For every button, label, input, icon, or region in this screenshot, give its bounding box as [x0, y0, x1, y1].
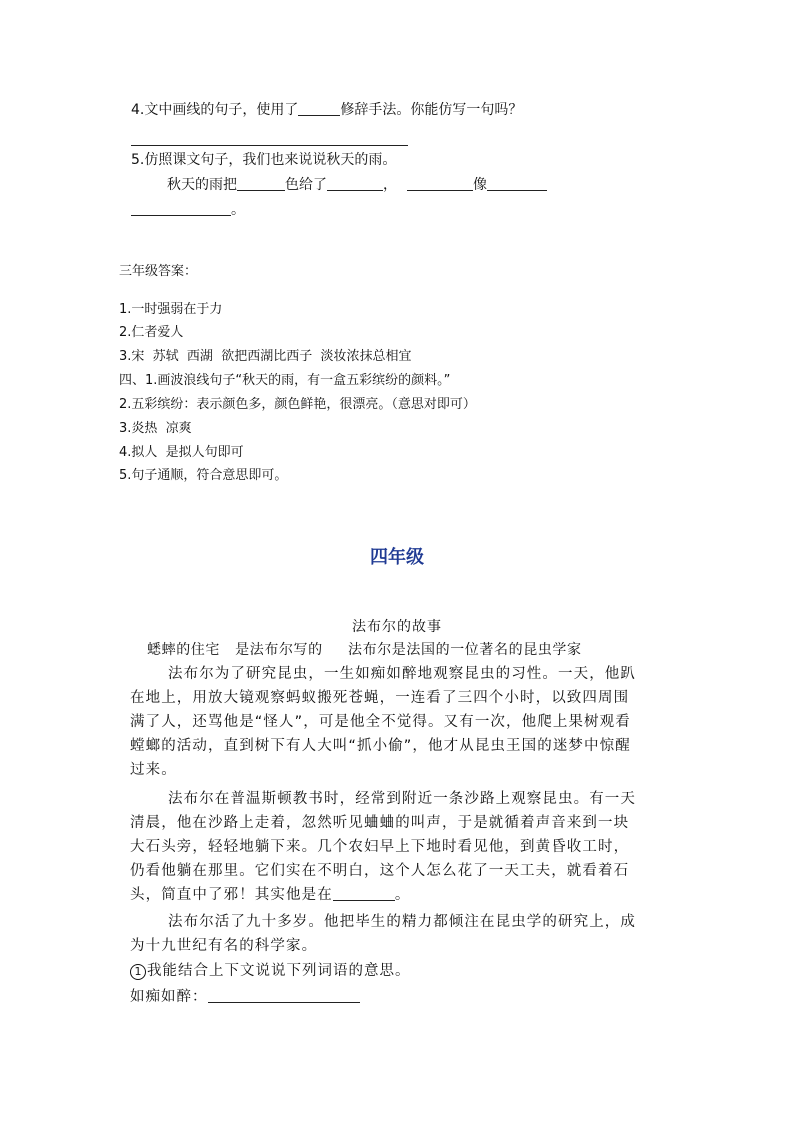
answer-3: 3.宋 苏轼 西湖 欲把西湖比西子 淡妆浓抹总相宜 [119, 349, 412, 364]
paragraph-1 [130, 662, 662, 782]
p1-line-4: 螳螂的活动，直到树下有人大叫“抓小偷”，他才从昆虫王国的迷梦中惊醒 [130, 738, 631, 754]
story-subtitle: 蟋蟀的住宅 是法布尔写的 法布尔是法国的一位著名的昆虫学家 [147, 642, 582, 658]
answer-1: 1.一时强弱在于力 [119, 302, 223, 317]
p1-line-5: 过来。 [130, 762, 177, 778]
question-4-before: 4.文中画线的句子，使用了 [131, 102, 299, 118]
answer-5: 2.五彩缤纷：表示颜色多，颜色鲜艳，很漂亮。（意思对即可） [119, 397, 476, 412]
word-label: 如痴如醉： [130, 989, 208, 1005]
question-1-text: 我能结合上下文说说下列词语的意思。 [147, 963, 411, 979]
answers-heading: 三年级答案： [119, 264, 198, 279]
q5-blank-end[interactable] [131, 201, 231, 216]
p2-line-3: 大石头旁，轻轻地躺下来。几个农妇早上下地时看见他，到黄昏收工时， [130, 839, 630, 855]
p2-line-1: 法布尔在普温斯顿教书时，经常到附近一条沙路上观察昆虫。有一天 [168, 791, 636, 807]
answer-8: 5.句子通顺，符合意思即可。 [119, 468, 288, 483]
p1-line-1: 法布尔为了研究昆虫，一生如痴如醉地观察昆虫的习性。一天，他趴 [168, 666, 636, 682]
answer-6: 3.炎热 凉爽 [119, 421, 192, 436]
question-4 [131, 101, 522, 119]
q5-end: 。 [231, 202, 245, 218]
q5-blank-subject[interactable] [407, 176, 473, 191]
word-meaning-blank[interactable] [208, 988, 360, 1003]
rhetoric-blank[interactable] [298, 101, 340, 116]
q5-blank-color[interactable] [237, 176, 285, 191]
question-5-title: 5.仿照课文句子，我们也来说说秋天的雨。 [131, 152, 397, 168]
p2-line-4: 仍看他躺在那里。它们实在不明白，这个人怎么花了一天工夫，就看着石 [130, 863, 630, 879]
answer-7: 4.拟人 是拟人句即可 [119, 445, 244, 460]
q5-blank-comparison[interactable] [487, 176, 547, 191]
question-5-sentence [167, 176, 547, 194]
p2-last-after: 。 [394, 887, 411, 903]
answer-2: 2.仁者爱人 [119, 325, 184, 340]
grade-4-heading: 四年级 [370, 547, 424, 568]
story-title: 法布尔的故事 [352, 619, 442, 635]
p1-line-2: 在地上，用放大镜观察蚂蚁搬死苍蝇，一连看了三四个小时，以致四周围 [130, 690, 630, 706]
q5-part-3: ， [383, 177, 397, 193]
question-1 [130, 962, 411, 980]
q5-part-2: 色给了 [285, 177, 327, 193]
activity-blank[interactable] [333, 886, 395, 901]
circled-number-1: 1 [130, 964, 146, 980]
question-4-after: 修辞手法。你能仿写一句吗？ [340, 102, 523, 118]
q5-blank-object[interactable] [327, 176, 383, 191]
paragraph-2 [130, 787, 662, 907]
p2-line-2: 清晨，他在沙路上走着，忽然听见蛐蛐的叫声，于是就循着声音来到一块 [130, 815, 630, 831]
q5-part-1: 秋天的雨把 [167, 177, 237, 193]
p2-last-before: 头，简直中了邪！其实他是在 [130, 887, 333, 903]
p1-line-3: 满了人，还骂他是“怪人”，可是他全不觉得。又有一次，他爬上果树观看 [130, 714, 631, 730]
p2-line-5 [130, 883, 662, 907]
p3-line-2: 为十九世纪有名的科学家。 [130, 938, 318, 954]
paragraph-3 [130, 910, 662, 958]
p3-line-1: 法布尔活了九十多岁。他把毕生的精力都倾注在昆虫学的研究上，成 [168, 914, 636, 930]
q5-part-4: 像 [473, 177, 487, 193]
imitation-answer-line[interactable] [131, 145, 408, 146]
question-5-continuation [131, 201, 245, 219]
answer-4: 四、1.画波浪线句子“秋天的雨，有一盒五彩缤纷的颜料。” [119, 373, 451, 388]
word-meaning-row [130, 988, 360, 1006]
